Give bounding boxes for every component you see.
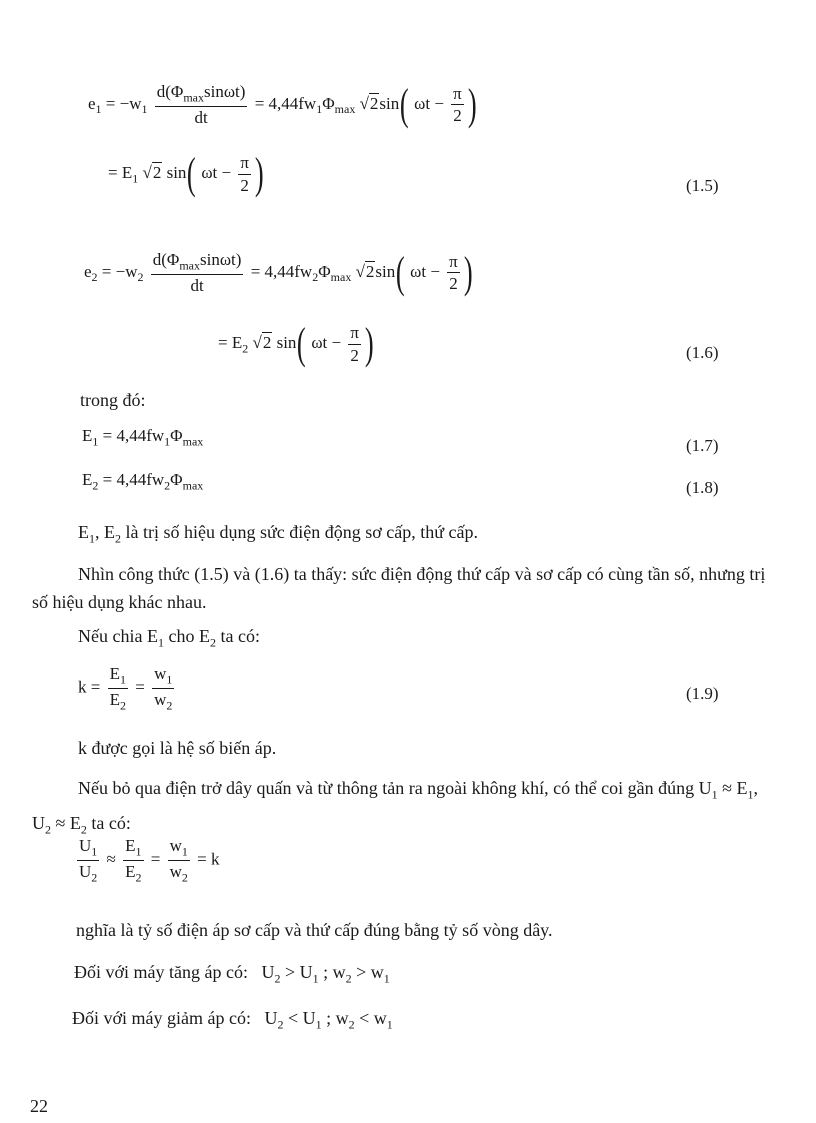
text-may-tang-ap: Đối với máy tăng áp có: $U_2 > U_1$ ; $w_2 > w_1$ (74, 962, 390, 986)
equation-e1-line2: = $E_1$ √2 sin( ωt − $\frac{\pi}{2}$ ) (108, 149, 264, 198)
text-nghia-la: nghĩa là tỷ số điện áp sơ cấp và thứ cấp đúng bằng tỷ số vòng dây. (76, 920, 553, 940)
equation-E2: $E_2 = 4,44fw_2\Phi_{max}$ (82, 470, 204, 493)
text-e1-e2-desc-body: là trị số hiệu dụng sức điện động sơ cấp, thứ cấp. (125, 522, 478, 542)
equation-label-1-8: (1.8) (686, 478, 719, 497)
text-may-tang-ap-label: Đối với máy tăng áp có: (74, 962, 248, 982)
paragraph-nhin-cong-thuc-text: Nhìn công thức (1.5) và (1.6) ta thấy: sức điện động thứ cấp và sơ cấp có cùng tần số, nhưng trị số hiệu dụng khác nhau. (32, 564, 766, 612)
text-e1-e2-desc: $E_1$, $E_2$ là trị số hiệu dụng sức điện động sơ cấp, thứ cấp. (78, 522, 478, 546)
equation-e1-line1: $e_1 = -w_1$ $\frac{d(\Phi_{max}\sin\omega t)}{dt}$ = $4,44fw_1\Phi_{max}$ √2sin( ωt − $\frac{\pi}{2}$ ) (88, 79, 477, 129)
paragraph-nhin-cong-thuc (32, 560, 772, 616)
equation-label-1-5: (1.5) (686, 176, 719, 195)
equation-e2-line2: = $E_2$ √2 sin( ωt − $\frac{\pi}{2}$ ) (218, 319, 374, 368)
text-neu-chia: Nếu chia $E_1$ cho $E_2$ ta có: (78, 626, 260, 650)
equation-u-ratio: $\frac{U_1}{U_2}$ ≈ $\frac{E_1}{E_2}$ = $\frac{w_1}{w_2}$ = k (79, 836, 220, 885)
paragraph-neu-bo-qua: Nếu bỏ qua điện trở dây quấn và từ thông tản ra ngoài không khí, có thể coi gần đúng $U_1 \approx E_1$, $U_2 \approx E_2$ ta có: (32, 778, 759, 837)
paragraph-neu-bo-qua-text: Nếu bỏ qua điện trở dây quấn và từ thông tản ra ngoài không khí, có thể coi gần đúng (78, 778, 695, 798)
equation-k: k = $\frac{E_1}{E_2}$ = $\frac{w_1}{w_2}$ (78, 664, 173, 713)
equation-E1: $E_1 = 4,44fw_1\Phi_{max}$ (82, 426, 204, 449)
text-neu-chia-a: Nếu chia (78, 626, 143, 646)
text-may-giam-ap-label: Đối với máy giảm áp có: (72, 1008, 251, 1028)
text-k-duoc-goi: k được gọi là hệ số biến áp. (78, 738, 277, 758)
equation-e2-line1: $e_2 = -w_2$ $\frac{d(\Phi_{max}\sin\omega t)}{dt}$ = $4,44fw_2\Phi_{max}$ √2sin( ωt − $\frac{\pi}{2}$ ) (84, 247, 473, 297)
page-number: 22 (30, 1096, 48, 1116)
equation-label-1-7: (1.7) (686, 436, 719, 455)
text-neu-chia-c: ta có: (220, 626, 260, 646)
text-may-giam-ap: Đối với máy giảm áp có: $U_2 < U_1$ ; $w_2 < w_1$ (72, 1008, 393, 1032)
paragraph-neu-bo-qua-ta-co: ta có: (91, 812, 131, 833)
text-neu-chia-b: cho (168, 626, 195, 646)
text-trong-do: trong đó: (80, 390, 146, 410)
equation-label-1-6: (1.6) (686, 343, 719, 362)
equation-label-1-9: (1.9) (686, 684, 719, 703)
